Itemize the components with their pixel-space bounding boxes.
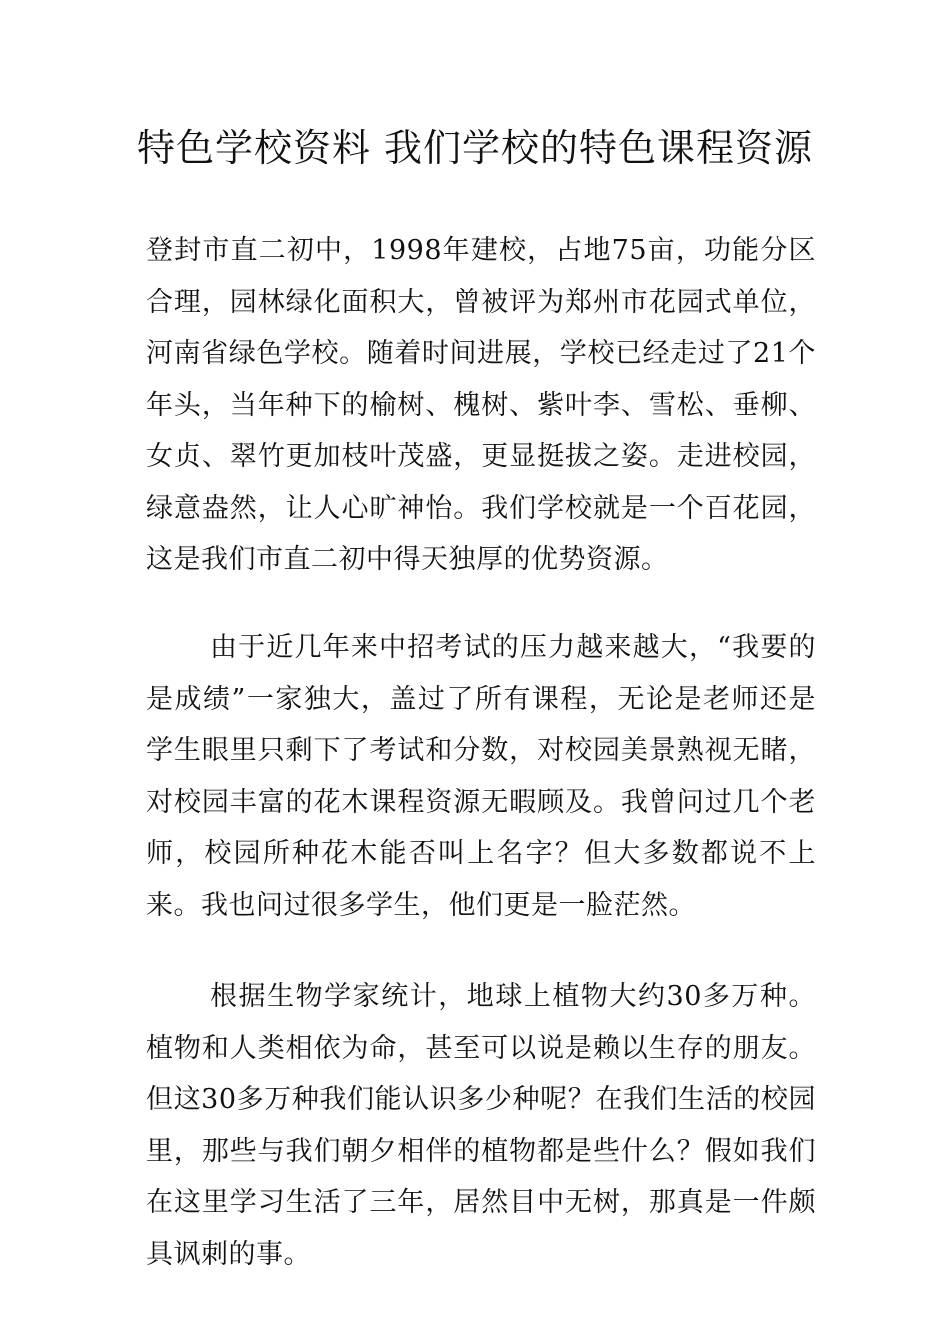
paragraph-1: 登封市直二初中，1998年建校，占地75亩，功能分区合理，园林绿化面积大，曾被评为郑州市花园式单位，河南省绿色学校。随着时间进展，学校已经走过了21个年头，当年种下的榆树、槐树、紫叶李、雪松、垂柳、女贞、翠竹更加枝叶茂盛，更显挺拔之姿。走进校园，绿意盎然，让人心旷神怡。我们学校就是一个百花园，这是我们市直二初中得天独厚的优势资源。 <box>146 235 816 575</box>
paragraph-3: 根据生物学家统计，地球上植物大约30多万种。植物和人类相依为命，甚至可以说是赖以生存的朋友。但这30多万种我们能认识多少种呢？在我们生活的校园里，那些与我们朝夕相伴的植物都是些什么？假如我们在这里学习生活了三年，居然目中无树，那真是一件颇具讽刺的事。 <box>146 981 816 1270</box>
document-title: 特色学校资料 我们学校的特色课程资源 <box>136 126 814 170</box>
paragraph-2: 由于近几年来中招考试的压力越来越大，“我要的是成绩”一家独大，盖过了所有课程，无论是老师还是学生眼里只剩下了考试和分数，对校园美景熟视无睹，对校园丰富的花木课程资源无暇顾及。我曾问过几个老师，校园所种花木能否叫上名字？但大多数都说不上来。我也问过很多学生，他们更是一脸茫然。 <box>146 632 816 921</box>
